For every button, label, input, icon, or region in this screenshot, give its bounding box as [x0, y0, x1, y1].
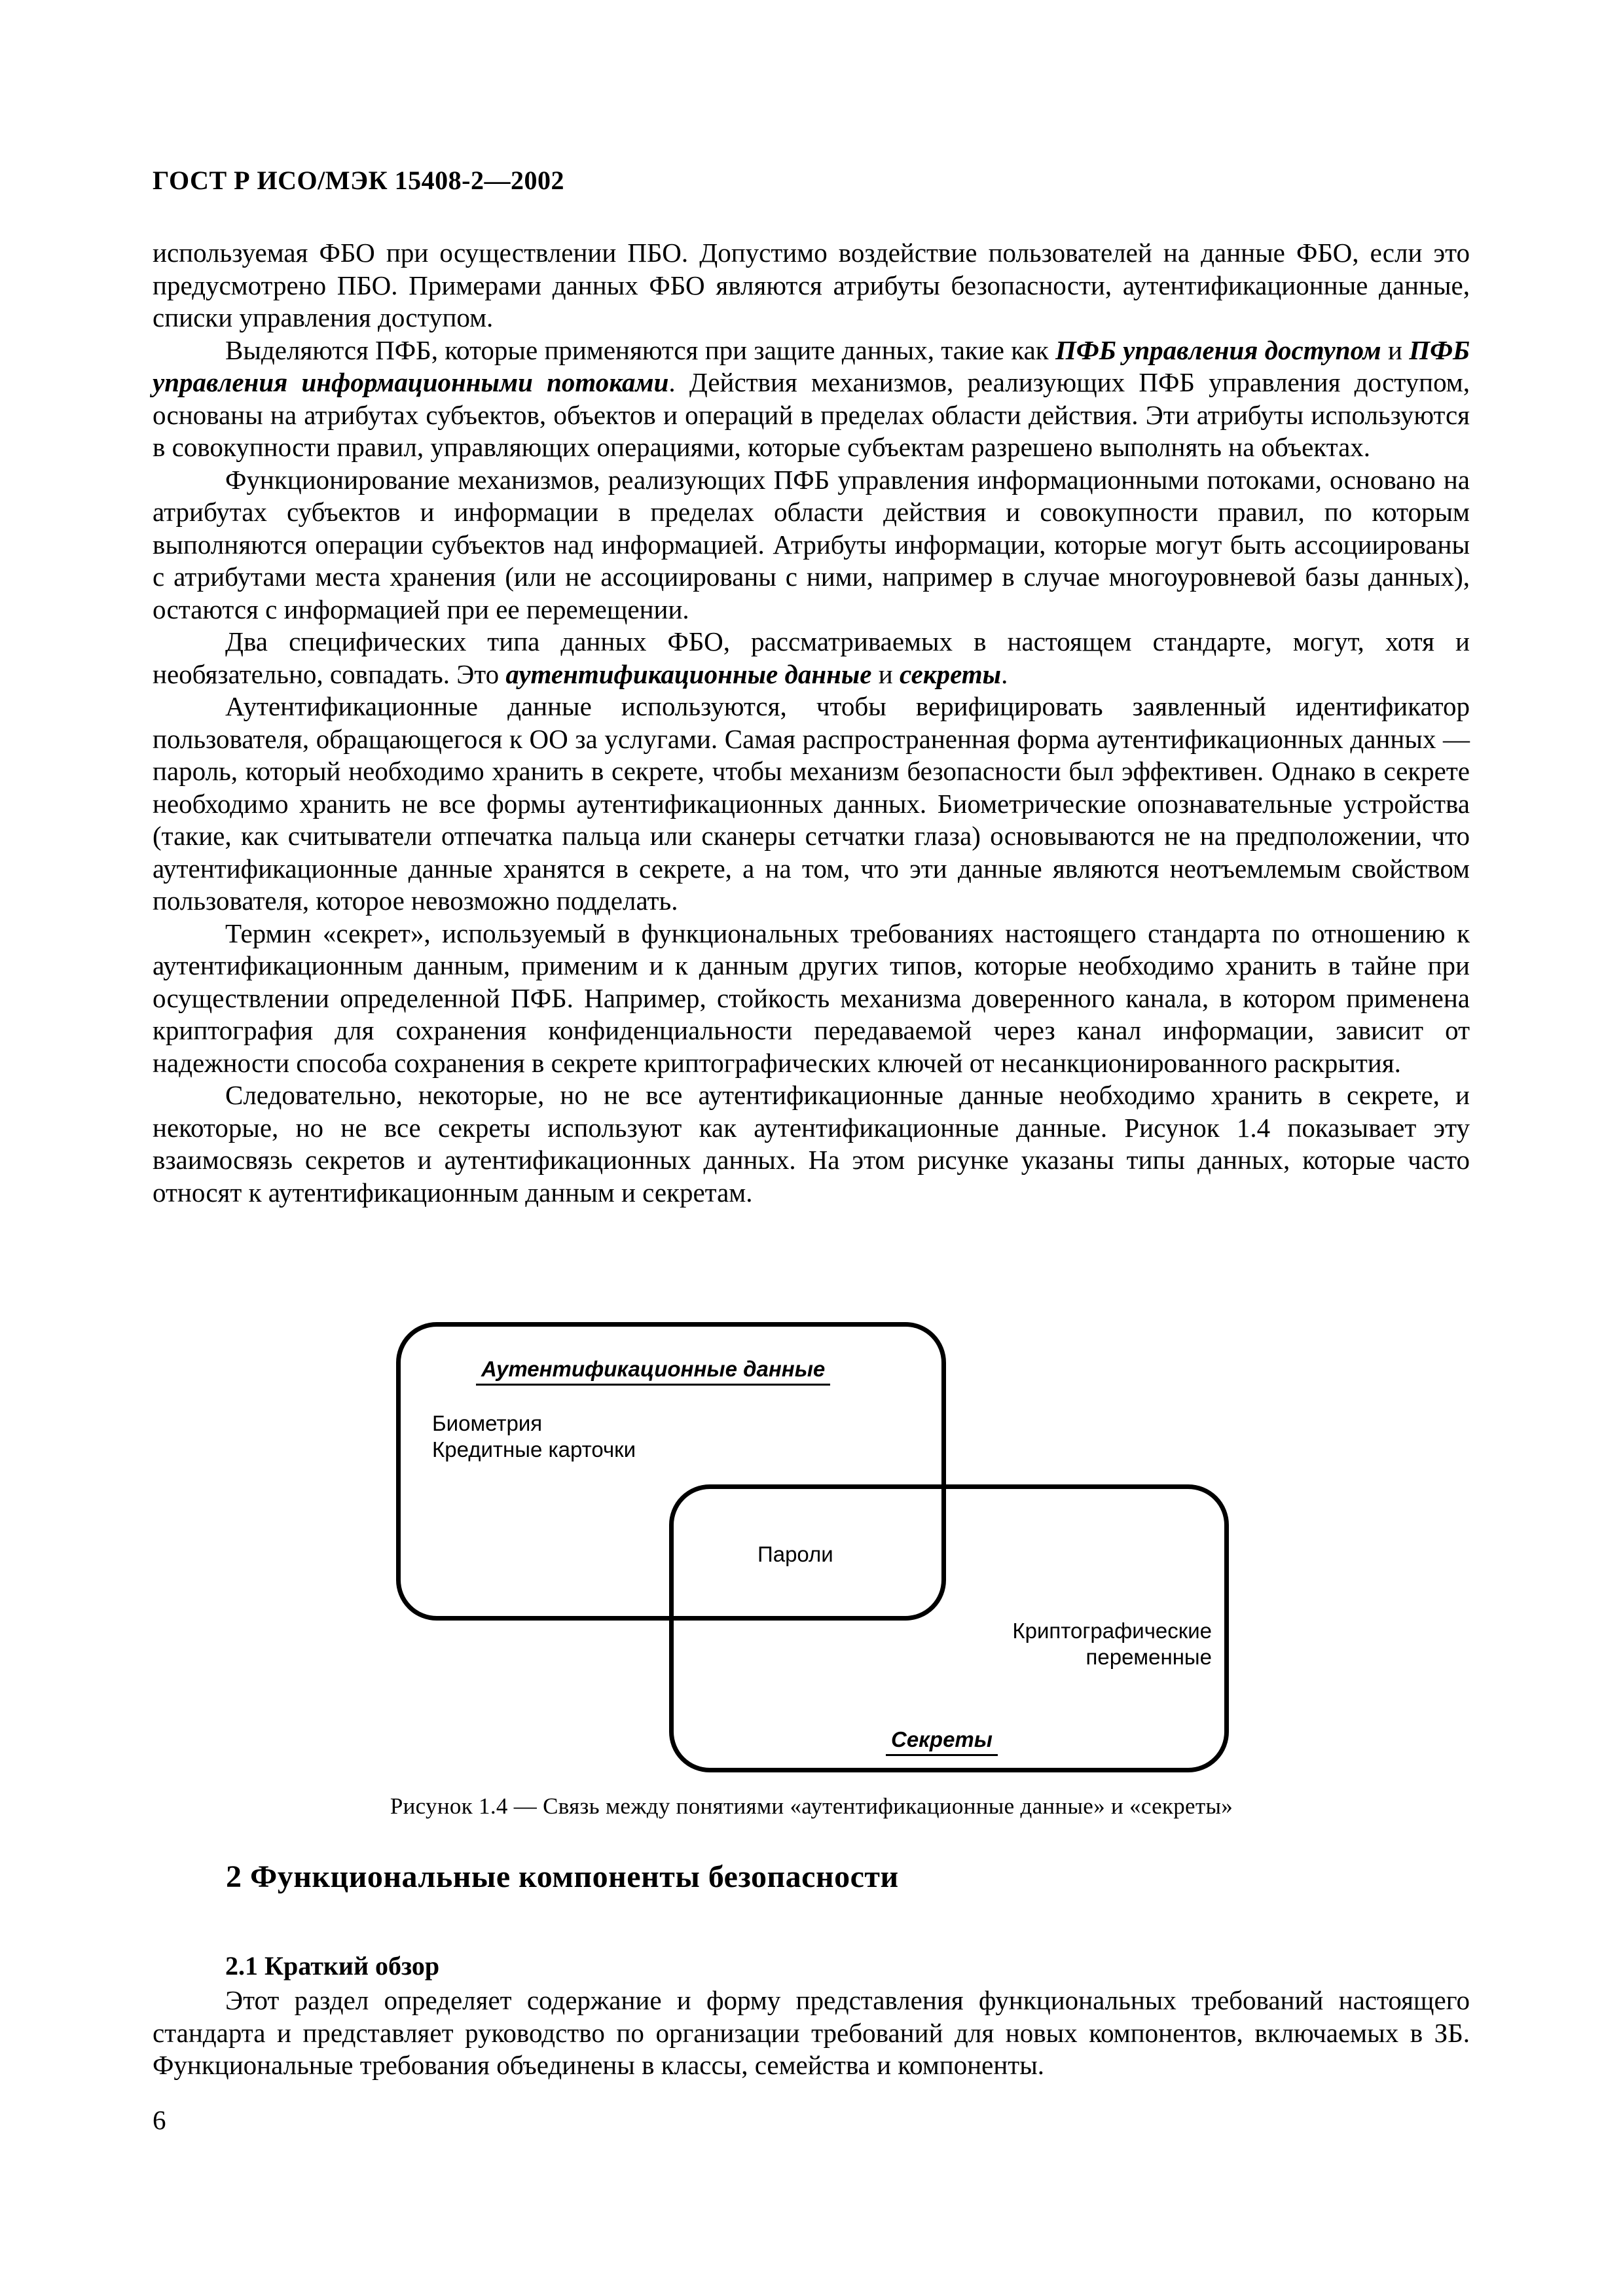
authentication-data-title: Аутентификационные данные [476, 1356, 830, 1386]
paragraph-3: Функционирование механизмов, реализующих ПФБ управления информационными потоками, основано на атрибутах субъектов и информации в пределах области действия и совокупности правил, по которым выполняются операции субъектов над информацией. Атрибуты информации, которые могут быть ассоциированы с атрибутами места хранения (или не ассоциированы с ними, например в случае многоуровневой базы данных), остаются с информацией при ее перемещении. [153, 464, 1470, 624]
paragraph-2-text-3: . Действия механизмов, реализующих ПФБ управления доступом, основаны на атрибутах субъектов, объектов и операций в пределах области действия. Эти атрибуты используются в совокупности правил, управляющих операциями, которые субъектам разрешено выполнять на объектах. [153, 367, 1470, 462]
standard-header: ГОСТ Р ИСО/МЭК 15408-2—2002 [153, 166, 564, 195]
paragraph-1: используемая ФБО при осуществлении ПБО. Допустимо воздействие пользователей на данные ФБО, если это предусмотрено ПБО. Примерами данных ФБО являются атрибуты безопасности, аутентификационные данные, списки управления доступом. [153, 238, 1470, 332]
figure-caption: Рисунок 1.4 — Связь между понятиями «аутентификационные данные» и «секреты» [390, 1793, 1233, 1819]
paragraph-4-text-2: и [871, 658, 900, 689]
venn-diagram [390, 1316, 1241, 1774]
paragraph-4 [153, 626, 1470, 691]
secrets-title: Секреты [886, 1727, 998, 1756]
paragraph-4-text-1: Два специфических типа данных ФБО, рассматриваемых в настоящем стандарте, могут, хотя и необязательно, совпадать. Это [153, 626, 1470, 689]
item-passwords: Пароли [757, 1542, 833, 1566]
section-heading: 2 Функциональные компоненты безопасности [226, 1859, 899, 1894]
item-biometrics: Биометрия [432, 1411, 543, 1435]
subsection-heading: 2.1 Краткий обзор [225, 1951, 440, 1981]
term-authentication-data: аутентификационные данные [505, 658, 872, 689]
page-number: 6 [153, 2105, 166, 2135]
paragraph-2-text-2: и [1381, 334, 1410, 365]
body-text [153, 237, 1470, 1209]
paragraph-4-text-3: . [1001, 658, 1008, 689]
paragraph-2 [153, 334, 1470, 464]
term-access-control-sfp: ПФБ управления доступом [1055, 334, 1381, 365]
item-crypto-line-1: Криптографические [1012, 1619, 1212, 1643]
term-information-flow-sfp: ПФБ управления информационными потоками [153, 334, 1470, 397]
item-credit-cards: Кредитные карточки [432, 1437, 636, 1462]
subsection-paragraph: Этот раздел определяет содержание и форму представления функциональных требований настоящего стандарта и представляет руководство по организации требований для новых компонентов, включаемых в ЗБ. Функциональные требования объединены в классы, семейства и компоненты. [153, 1985, 1470, 2080]
paragraph-5: Аутентификационные данные используются, чтобы верифицировать заявленный идентификатор пользователя, обращающегося к ОО за услугами. Самая распространенная форма аутентификационных данных — пароль, который необходимо хранить в секрете, чтобы механизм безопасности был эффективен. Однако в секрете необходимо хранить не все формы аутентификационных данных. Биометрические опознавательные устройства (такие, как считыватели отпечатка пальца или сканеры сетчатки глаза) основываются не на предположении, что аутентификационные данные хранятся в секрете, а на том, что эти данные являются неотъемлемым свойством пользователя, которое невозможно подделать. [153, 691, 1470, 916]
paragraph-6: Термин «секрет», используемый в функциональных требованиях настоящего стандарта по отношению к аутентификационным данным, применим и к данным других типов, которые необходимо хранить в тайне при осуществлении определенной ПФБ. Например, стойкость механизма доверенного канала, в котором применена криптография для сохранения конфиденциальности передаваемой через канал информации, зависит от надежности способа сохранения в секрете криптографических ключей от несанкционированного раскрытия. [153, 918, 1470, 1078]
item-crypto-line-2: переменные [1085, 1645, 1212, 1669]
paragraph-2-text-1: Выделяются ПФБ, которые применяются при защите данных, такие как [225, 334, 1056, 365]
secrets-items [1012, 1618, 1212, 1670]
term-secrets: секреты [899, 658, 1002, 689]
subsection-block [153, 1949, 1470, 2082]
paragraph-7: Следовательно, некоторые, но не все аутентификационные данные необходимо хранить в секрете, и некоторые, но не все секреты используют как аутентификационные данные. Рисунок 1.4 показывает эту взаимосвязь секретов и аутентификационных данных. На этом рисунке указаны типы данных, которые часто относят к аутентификационным данным и секретам. [153, 1080, 1470, 1208]
authentication-data-items [432, 1410, 636, 1463]
